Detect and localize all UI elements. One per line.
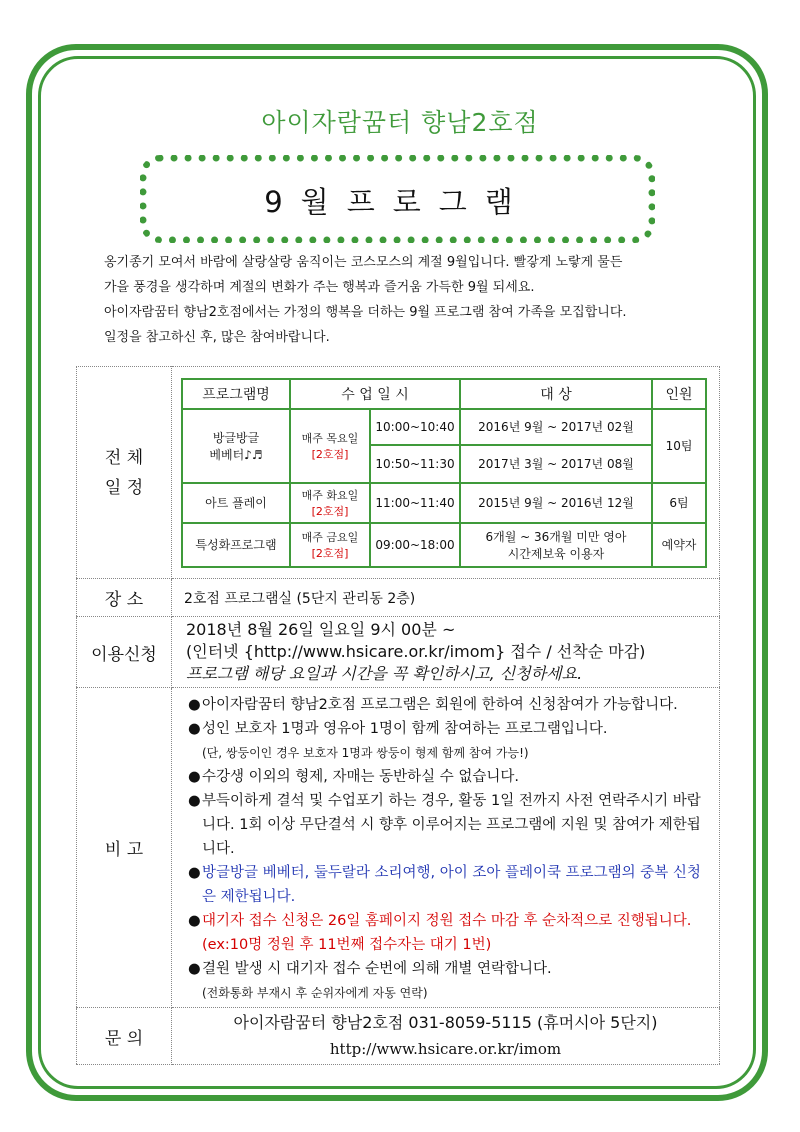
intro-line: 아이자람꿈터 향남2호점에서는 가정의 행복을 더하는 9월 프로그램 참여 가족을 모집합니다. — [104, 305, 627, 320]
program-title: 9월프로그램 — [264, 185, 531, 219]
program-target: 2015년 9월 ~ 2016년 12월 — [460, 483, 652, 523]
info-table — [76, 366, 720, 1065]
note-item: ● 성인 보호자 1명과 영유아 1명이 함께 참여하는 프로그램입니다. — [188, 720, 608, 737]
schedule-table — [181, 378, 707, 568]
program-name: 특성화프로그램 — [182, 523, 290, 567]
schedule-label: 전 체 일 정 — [77, 367, 172, 579]
program-time: 10:00~10:40 — [370, 409, 460, 445]
contact-url[interactable]: http://www.hsicare.or.kr/imom — [329, 1040, 562, 1058]
intro-line: 가을 풍경을 생각하며 계절의 변화가 주는 행복과 즐거움 가득한 9월 되세요. — [104, 280, 535, 295]
program-day: 매주 금요일 [2호점] — [290, 523, 370, 567]
program-count: 예약자 — [652, 523, 706, 567]
intro-line: 옹기종기 모여서 바람에 살랑살랑 움직이는 코스모스의 계절 9월입니다. 빨갛게 노랗게 물든 — [104, 255, 623, 270]
apply-method: (인터넷 {http://www.hsicare.or.kr/imom} 접수 / 선착순 마감) — [186, 642, 646, 661]
center-name: 아이자람꿈터 향남2호점 — [261, 108, 539, 137]
note-item: ● 대기자 접수 신청은 26일 홈페이지 정원 접수 마감 후 순차적으로 진행됩니다. (ex:10명 정원 후 11번째 접수자는 대기 1번) — [188, 912, 692, 953]
program-count: 6팀 — [652, 483, 706, 523]
note-item: ● 부득이하게 결석 및 수업포기 하는 경우, 활동 1일 전까지 사전 연락주시기 바랍니다. 1회 이상 무단결석 시 향후 이루어지는 프로그램에 지원 및 참여가 제한됩니다. — [188, 792, 701, 857]
contact-info — [172, 1008, 720, 1065]
note-item: ● 수강생 이외의 형제, 자매는 동반하실 수 없습니다. — [188, 768, 520, 785]
note-sub: (전화통화 부재시 후 순위자에게 자동 연락) — [202, 985, 428, 1000]
intro-text — [104, 250, 704, 350]
intro-line: 일정을 참고하신 후, 많은 참여바랍니다. — [104, 330, 330, 345]
note-item: ● 방글방글 베베터, 둘두랄라 소리여행, 아이 조아 플레이쿡 프로그램의 중복 신청은 제한됩니다. — [188, 864, 701, 905]
program-time: 11:00~11:40 — [370, 483, 460, 523]
col-target: 대 상 — [460, 379, 652, 409]
apply-info — [172, 617, 720, 688]
program-day: 매주 화요일 [2호점] — [290, 483, 370, 523]
apply-date: 2018년 8월 26일 일요일 9시 00분 ~ — [186, 620, 456, 639]
note-item: ● 아이자람꿈터 향남2호점 프로그램은 회원에 한하여 신청참여가 가능합니다. — [188, 696, 678, 713]
note-sub: (단, 쌍둥이인 경우 보호자 1명과 쌍둥이 형제 함께 참여 가능!) — [202, 745, 529, 760]
program-target: 2017년 3월 ~ 2017년 08월 — [460, 445, 652, 483]
remarks-list — [172, 688, 720, 1008]
program-name: 아트 플레이 — [182, 483, 290, 523]
col-program: 프로그램명 — [182, 379, 290, 409]
program-day: 매주 목요일 [2호점] — [290, 409, 370, 483]
place-value: 2호점 프로그램실 (5단지 관리동 2층) — [172, 579, 720, 617]
schedule-cell — [172, 367, 720, 579]
col-datetime: 수 업 일 시 — [290, 379, 460, 409]
program-name: 방글방글 베베터♪♬ — [182, 409, 290, 483]
program-time: 10:50~11:30 — [370, 445, 460, 483]
col-count: 인원 — [652, 379, 706, 409]
program-target: 6개월 ~ 36개월 미만 영아 시간제보육 이용자 — [460, 523, 652, 567]
apply-label: 이용신청 — [77, 617, 172, 688]
note-item: ● 결원 발생 시 대기자 접수 순번에 의해 개별 연락합니다. — [188, 960, 552, 977]
program-count: 10팀 — [652, 409, 706, 483]
apply-notice: 프로그램 해당 요일과 시간을 꼭 확인하시고, 신청하세요. — [186, 664, 583, 683]
place-label: 장 소 — [77, 579, 172, 617]
contact-label: 문 의 — [77, 1008, 172, 1065]
program-time: 09:00~18:00 — [370, 523, 460, 567]
program-target: 2016년 9월 ~ 2017년 02월 — [460, 409, 652, 445]
contact-phone: 아이자람꿈터 향남2호점 031-8059-5115 (휴머시아 5단지) — [233, 1013, 658, 1032]
remarks-label: 비 고 — [77, 688, 172, 1008]
